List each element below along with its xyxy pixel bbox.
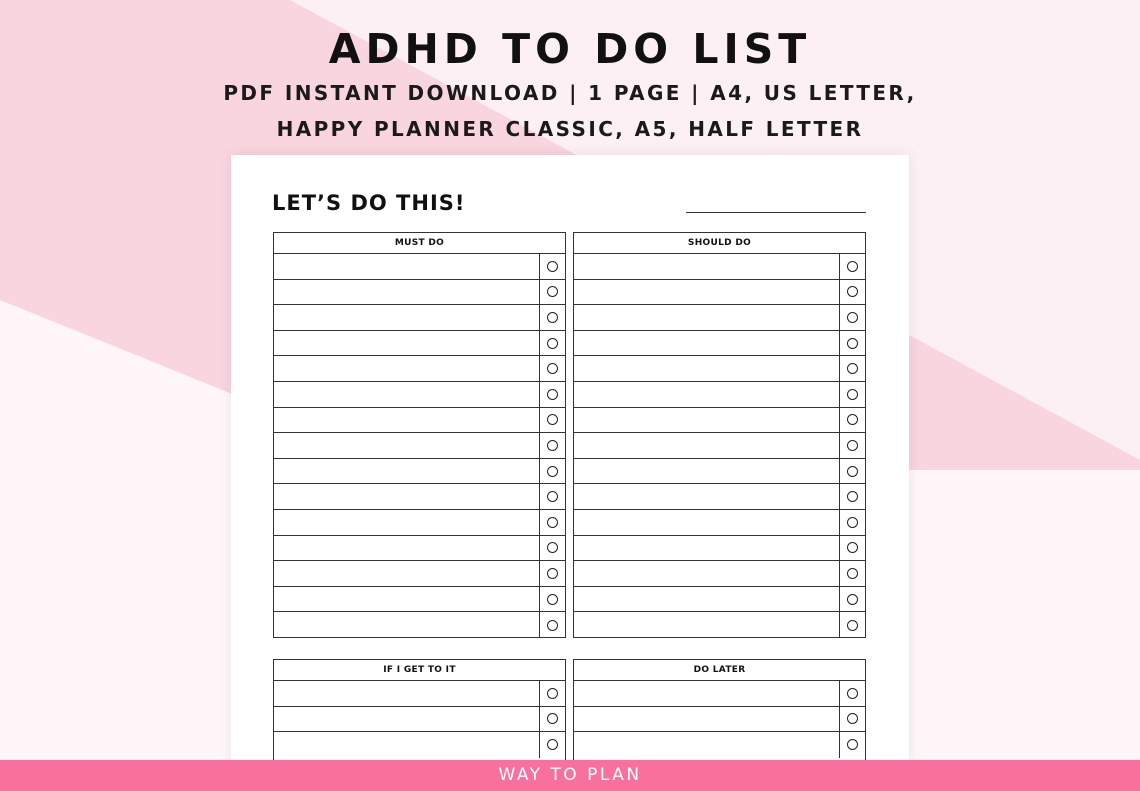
checkbox-cell	[839, 356, 865, 381]
checkbox-cell	[539, 280, 565, 305]
should-do-label: SHOULD DO	[574, 233, 865, 254]
task-write-area[interactable]	[274, 331, 540, 356]
task-row	[274, 707, 565, 733]
task-row	[274, 382, 565, 408]
task-write-area[interactable]	[574, 484, 840, 509]
checkbox-circle-icon[interactable]	[847, 620, 858, 631]
checkbox-circle-icon[interactable]	[547, 389, 558, 400]
task-write-area[interactable]	[274, 587, 540, 612]
checkbox-cell	[539, 707, 565, 732]
task-write-area[interactable]	[574, 305, 840, 330]
footer-brand: WAY TO PLAN	[498, 765, 642, 785]
checkbox-circle-icon[interactable]	[547, 620, 558, 631]
checkbox-circle-icon[interactable]	[847, 517, 858, 528]
task-row	[274, 510, 565, 536]
planner-sheet	[231, 155, 909, 775]
checkbox-cell	[839, 408, 865, 433]
task-row	[574, 561, 865, 587]
checkbox-circle-icon[interactable]	[847, 713, 858, 724]
checkbox-cell	[839, 382, 865, 407]
task-write-area[interactable]	[574, 587, 840, 612]
task-row	[574, 732, 865, 758]
task-row	[274, 433, 565, 459]
checkbox-cell	[839, 484, 865, 509]
footer-banner	[0, 760, 1140, 791]
task-write-area[interactable]	[274, 254, 540, 279]
checkbox-cell	[539, 331, 565, 356]
checkbox-cell	[539, 536, 565, 561]
task-row	[574, 280, 865, 306]
task-row	[574, 484, 865, 510]
task-write-area[interactable]	[574, 382, 840, 407]
checkbox-circle-icon[interactable]	[847, 363, 858, 374]
task-row	[274, 356, 565, 382]
task-write-area[interactable]	[574, 280, 840, 305]
should-do-section	[573, 232, 866, 638]
checkbox-circle-icon[interactable]	[547, 542, 558, 553]
checkbox-circle-icon[interactable]	[847, 414, 858, 425]
task-row	[274, 254, 565, 280]
task-write-area[interactable]	[574, 561, 840, 586]
task-write-area[interactable]	[274, 433, 540, 458]
checkbox-circle-icon[interactable]	[847, 338, 858, 349]
checkbox-cell	[539, 484, 565, 509]
checkbox-cell	[539, 305, 565, 330]
subtitle-line-2: HAPPY PLANNER CLASSIC, A5, HALF LETTER	[276, 117, 864, 141]
task-row	[574, 305, 865, 331]
checkbox-circle-icon[interactable]	[547, 312, 558, 323]
checkbox-cell	[539, 459, 565, 484]
checkbox-cell	[539, 510, 565, 535]
task-row	[574, 254, 865, 280]
checkbox-cell	[839, 587, 865, 612]
task-write-area[interactable]	[274, 612, 540, 638]
task-write-area[interactable]	[274, 408, 540, 433]
task-write-area[interactable]	[274, 510, 540, 535]
checkbox-cell	[539, 587, 565, 612]
checkbox-cell	[539, 433, 565, 458]
task-write-area[interactable]	[274, 707, 540, 732]
task-write-area[interactable]	[574, 732, 840, 758]
task-row	[574, 612, 865, 638]
task-write-area[interactable]	[274, 561, 540, 586]
checkbox-circle-icon[interactable]	[547, 466, 558, 477]
task-write-area[interactable]	[574, 408, 840, 433]
task-row	[574, 356, 865, 382]
checkbox-circle-icon[interactable]	[547, 594, 558, 605]
checkbox-cell	[839, 510, 865, 535]
checkbox-circle-icon[interactable]	[547, 517, 558, 528]
checkbox-cell	[539, 254, 565, 279]
task-row	[574, 536, 865, 562]
checkbox-cell	[839, 459, 865, 484]
checkbox-cell	[839, 433, 865, 458]
task-write-area[interactable]	[574, 612, 840, 638]
task-write-area[interactable]	[274, 732, 540, 758]
checkbox-cell	[539, 408, 565, 433]
task-row	[574, 331, 865, 357]
task-row	[274, 561, 565, 587]
task-row	[574, 681, 865, 707]
date-write-line[interactable]	[686, 212, 866, 213]
checkbox-circle-icon[interactable]	[847, 286, 858, 297]
checkbox-circle-icon[interactable]	[847, 688, 858, 699]
task-write-area[interactable]	[274, 459, 540, 484]
checkbox-circle-icon[interactable]	[847, 312, 858, 323]
if-i-get-to-it-label: IF I GET TO IT	[274, 660, 565, 681]
task-row	[274, 536, 565, 562]
task-write-area[interactable]	[574, 254, 840, 279]
checkbox-circle-icon[interactable]	[847, 389, 858, 400]
checkbox-circle-icon[interactable]	[547, 261, 558, 272]
task-row	[274, 280, 565, 306]
task-row	[274, 732, 565, 758]
checkbox-cell	[539, 382, 565, 407]
checkbox-circle-icon[interactable]	[547, 491, 558, 502]
checkbox-circle-icon[interactable]	[547, 286, 558, 297]
page-title: ADHD TO DO LIST	[328, 25, 812, 73]
task-write-area[interactable]	[274, 356, 540, 381]
task-write-area[interactable]	[574, 536, 840, 561]
task-write-area[interactable]	[274, 305, 540, 330]
must-do-section	[273, 232, 566, 638]
checkbox-cell	[539, 356, 565, 381]
checkbox-circle-icon[interactable]	[547, 363, 558, 374]
checkbox-cell	[539, 732, 565, 758]
task-row	[574, 707, 865, 733]
checkbox-circle-icon[interactable]	[847, 466, 858, 477]
task-write-area[interactable]	[274, 280, 540, 305]
checkbox-cell	[839, 536, 865, 561]
checkbox-cell	[539, 681, 565, 706]
subtitle-line-1: PDF INSTANT DOWNLOAD | 1 PAGE | A4, US LETTER,	[223, 81, 917, 105]
sheet-heading: LET’S DO THIS!	[272, 191, 466, 215]
task-row	[274, 681, 565, 707]
task-row	[274, 331, 565, 357]
checkbox-circle-icon[interactable]	[547, 688, 558, 699]
task-row	[574, 459, 865, 485]
task-write-area[interactable]	[574, 681, 840, 706]
task-row	[574, 408, 865, 434]
checkbox-circle-icon[interactable]	[547, 414, 558, 425]
checkbox-circle-icon[interactable]	[547, 739, 558, 750]
task-row	[274, 612, 565, 638]
task-row	[274, 305, 565, 331]
checkbox-cell	[539, 561, 565, 586]
checkbox-circle-icon[interactable]	[847, 739, 858, 750]
checkbox-circle-icon[interactable]	[847, 440, 858, 451]
task-row	[274, 408, 565, 434]
checkbox-circle-icon[interactable]	[547, 568, 558, 579]
task-row	[574, 587, 865, 613]
checkbox-circle-icon[interactable]	[847, 542, 858, 553]
task-row	[574, 382, 865, 408]
task-write-area[interactable]	[274, 484, 540, 509]
checkbox-cell	[839, 305, 865, 330]
checkbox-cell	[839, 732, 865, 758]
checkbox-cell	[839, 280, 865, 305]
checkbox-cell	[839, 254, 865, 279]
task-write-area[interactable]	[574, 356, 840, 381]
checkbox-cell	[539, 612, 565, 638]
checkbox-circle-icon[interactable]	[547, 713, 558, 724]
checkbox-cell	[839, 331, 865, 356]
task-row	[574, 510, 865, 536]
task-write-area[interactable]	[574, 331, 840, 356]
task-write-area[interactable]	[574, 510, 840, 535]
must-do-label: MUST DO	[274, 233, 565, 254]
task-write-area[interactable]	[274, 382, 540, 407]
task-row	[574, 433, 865, 459]
task-row	[274, 587, 565, 613]
checkbox-circle-icon[interactable]	[547, 440, 558, 451]
do-later-label: DO LATER	[574, 660, 865, 681]
checkbox-circle-icon[interactable]	[547, 338, 558, 349]
task-row	[274, 459, 565, 485]
task-write-area[interactable]	[274, 681, 540, 706]
checkbox-cell	[839, 681, 865, 706]
checkbox-cell	[839, 707, 865, 732]
checkbox-cell	[839, 612, 865, 638]
task-write-area[interactable]	[574, 433, 840, 458]
checkbox-circle-icon[interactable]	[847, 491, 858, 502]
task-write-area[interactable]	[274, 536, 540, 561]
task-write-area[interactable]	[574, 459, 840, 484]
task-row	[274, 484, 565, 510]
checkbox-circle-icon[interactable]	[847, 261, 858, 272]
checkbox-cell	[839, 561, 865, 586]
checkbox-circle-icon[interactable]	[847, 594, 858, 605]
task-write-area[interactable]	[574, 707, 840, 732]
checkbox-circle-icon[interactable]	[847, 568, 858, 579]
